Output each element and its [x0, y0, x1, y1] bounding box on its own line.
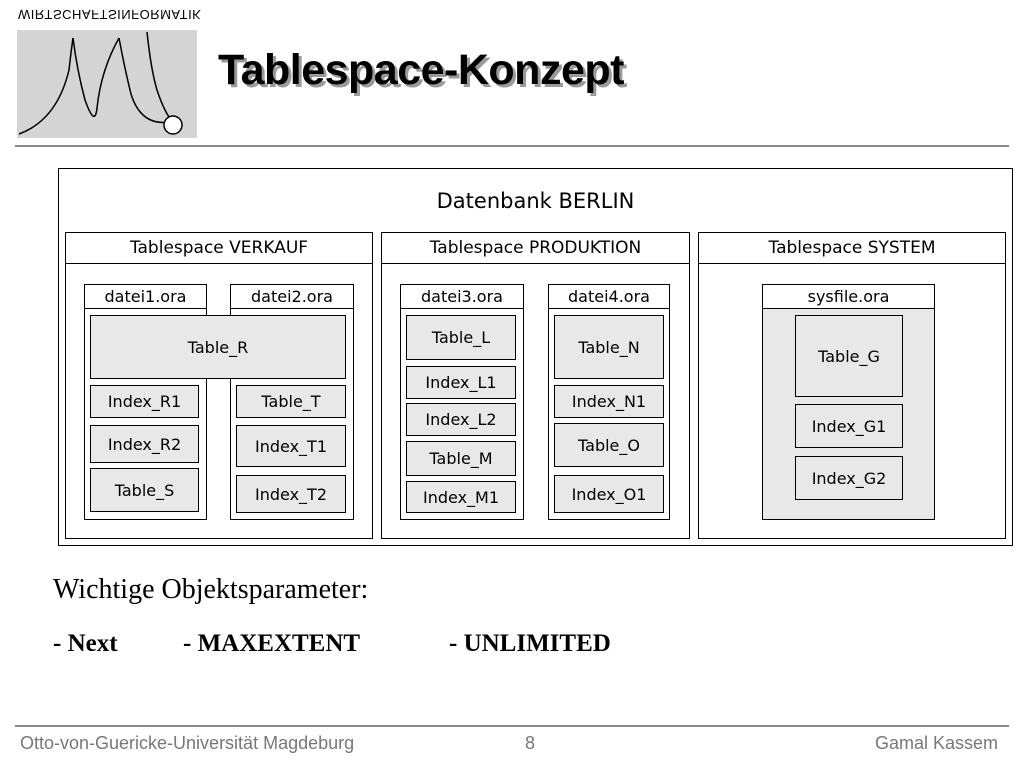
- object-index-n1: Index_N1: [554, 385, 664, 418]
- object-index-o1: Index_O1: [554, 475, 664, 513]
- object-table-n: Table_N: [554, 315, 664, 379]
- parameters-heading: Wichtige Objektsparameter:: [53, 574, 369, 605]
- object-index-t2: Index_T2: [236, 475, 346, 513]
- logo: [17, 30, 197, 138]
- footer-divider: [15, 725, 1009, 727]
- logo-curves-icon: [17, 30, 197, 138]
- file-label: sysfile.ora: [763, 285, 934, 309]
- object-index-r1: Index_R1: [90, 385, 199, 418]
- param-next: - Next: [53, 630, 118, 657]
- object-index-l1: Index_L1: [406, 366, 516, 399]
- logo-wordmark: WIRTSCHAFTSINFORMATIK: [18, 7, 202, 22]
- object-index-g2: Index_G2: [795, 456, 903, 500]
- file-label: datei4.ora: [549, 285, 669, 309]
- object-table-m: Table_M: [406, 441, 516, 476]
- title-divider: [15, 145, 1009, 147]
- object-table-s: Table_S: [90, 468, 199, 512]
- file-label: datei3.ora: [401, 285, 523, 309]
- footer-university: Otto-von-Guericke-Universität Magdeburg: [20, 733, 355, 753]
- object-table-l: Table_L: [406, 315, 516, 360]
- tablespace-label: Tablespace VERKAUF: [66, 233, 372, 264]
- file-label: datei1.ora: [85, 285, 206, 309]
- footer-author: Gamal Kassem: [874, 733, 998, 753]
- param-maxextent: - MAXEXTENT: [183, 630, 361, 657]
- object-table-r: Table_R: [90, 315, 346, 379]
- object-index-r2: Index_R2: [90, 425, 199, 463]
- tablespace-label: Tablespace PRODUKTION: [382, 233, 689, 264]
- database-label: Datenbank BERLIN: [436, 189, 635, 213]
- tablespace-label: Tablespace SYSTEM: [699, 233, 1005, 264]
- object-table-o: Table_O: [554, 423, 664, 467]
- footer-page-number: 8: [525, 733, 536, 753]
- object-index-g1: Index_G1: [795, 404, 903, 448]
- object-table-t: Table_T: [236, 385, 346, 418]
- object-index-l2: Index_L2: [406, 403, 516, 436]
- object-table-g: Table_G: [795, 315, 903, 397]
- object-index-m1: Index_M1: [406, 481, 516, 513]
- param-unlimited: - UNLIMITED: [449, 630, 611, 657]
- file-label: datei2.ora: [231, 285, 353, 309]
- page-title: Tablespace-Konzept: [218, 46, 624, 94]
- object-index-t1: Index_T1: [236, 425, 346, 467]
